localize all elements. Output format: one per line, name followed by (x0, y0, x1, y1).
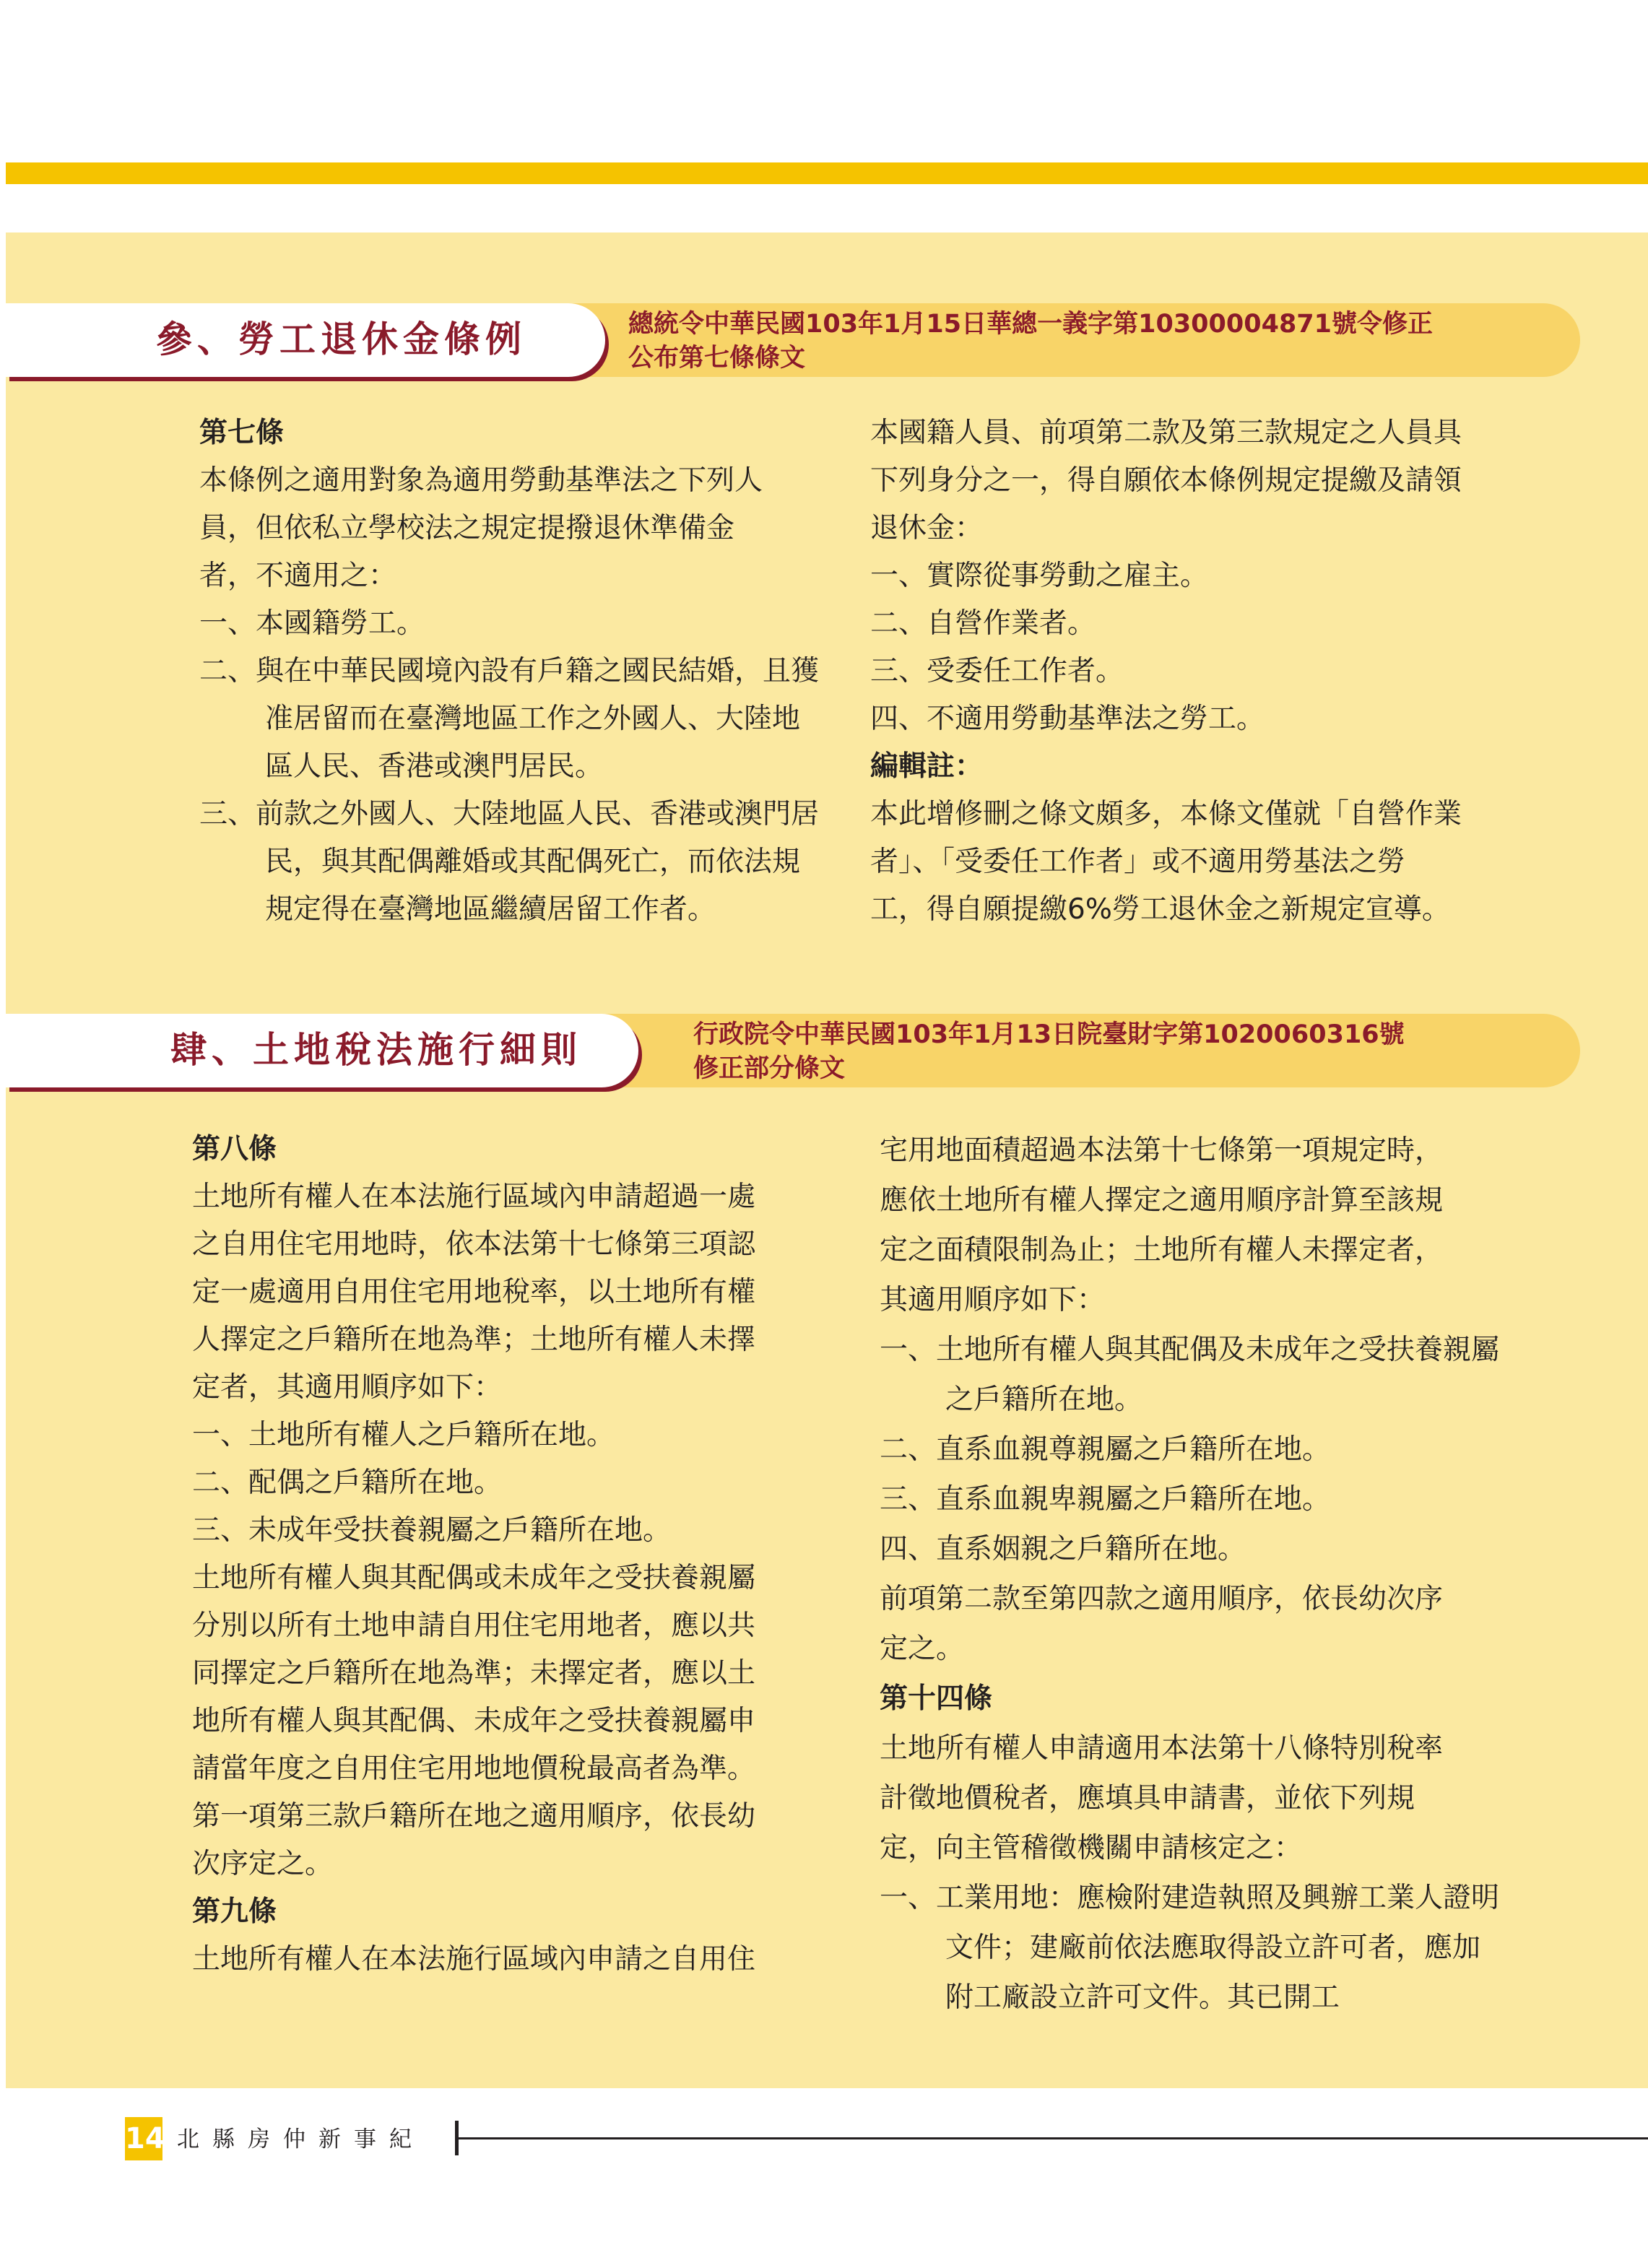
section3-note: 總統令中華民國103年1月15日華總一義字第10300004871號令修正 公布第七條條文 (628, 310, 1434, 373)
text-line: 者，不適用之： (199, 560, 397, 592)
text-line: 二、直系血親尊親屬之戶籍所在地。 (880, 1433, 1331, 1466)
list-item: 一、土地所有權人與其配偶及未成年之受扶養親屬之戶籍所在地。 (880, 1334, 1500, 1416)
text-line: 第一項第三款戶籍所在地之適用順序，依長幼 (192, 1800, 756, 1833)
section4-note: 行政院令中華民國103年1月13日院臺財字第1020060316號 修正部分條文 (693, 1020, 1405, 1083)
text-line: 計徵地價稅者，應填具申請書，並依下列規 (880, 1782, 1415, 1815)
text-line: 定者，其適用順序如下： (192, 1371, 503, 1404)
text-line: 定之。 (880, 1633, 965, 1665)
text-line: 員，但依私立學校法之規定提撥退休準備金 (199, 512, 735, 544)
article-heading: 第八條 (192, 1133, 277, 1165)
text-line: 退休金： (870, 512, 984, 544)
text-line: 土地所有權人申請適用本法第十八條特別稅率 (880, 1732, 1444, 1765)
text-line: 者」、「受委任工作者」或不適用勞基法之勞 (870, 846, 1406, 878)
section3-right-column (870, 409, 1520, 934)
text-line: 本此增修刪之條文頗多，本條文僅就「自營作業 (870, 798, 1462, 830)
text-line: 本條例之適用對象為適用勞動基準法之下列人 (199, 464, 763, 497)
section3-header (6, 303, 1580, 377)
list-item: 二、與在中華民國境內設有戶籍之國民結婚，且獲准居留而在臺灣地區工作之外國人、大陸地區人民、香港或澳門居民。 (199, 655, 820, 783)
text-line: 三、直系血親卑親屬之戶籍所在地。 (880, 1483, 1331, 1516)
article-heading: 第九條 (192, 1895, 277, 1928)
text-line: 本國籍人員、前項第二款及第三款規定之人員具 (870, 417, 1462, 449)
footer-rule (458, 2137, 1648, 2139)
text-line: 二、自營作業者。 (870, 607, 1096, 640)
text-line: 之自用住宅用地時，依本法第十七條第三項認 (192, 1228, 756, 1261)
text-line: 其適用順序如下： (880, 1284, 1106, 1316)
article-heading: 編輯註： (870, 750, 984, 783)
text-line: 定一處適用自用住宅用地稅率，以土地所有權 (192, 1276, 756, 1308)
text-line: 次序定之。 (192, 1848, 334, 1880)
text-line: 土地所有權人與其配偶或未成年之受扶養親屬 (192, 1562, 756, 1594)
page-number: 14 (125, 2117, 162, 2160)
section4-left-column (192, 1126, 820, 1984)
article-heading: 第七條 (199, 417, 285, 449)
magazine-title: 北縣房仲新事紀 (177, 2126, 425, 2152)
text-line: 土地所有權人在本法施行區域內申請超過一處 (192, 1181, 756, 1213)
text-line: 人擇定之戶籍所在地為準；土地所有權人未擇 (192, 1324, 756, 1356)
article-heading: 第十四條 (880, 1682, 993, 1715)
text-line: 定，向主管稽徵機關申請核定之： (880, 1832, 1303, 1864)
section3-left-column (199, 409, 825, 934)
text-line: 四、直系姻親之戶籍所在地。 (880, 1533, 1246, 1565)
text-line: 前項第二款至第四款之適用順序，依長幼次序 (880, 1583, 1444, 1615)
top-accent-bar (6, 162, 1648, 184)
section4-right-column (880, 1126, 1501, 2022)
text-line: 分別以所有土地申請自用住宅用地者，應以共 (192, 1609, 756, 1642)
text-line: 二、配偶之戶籍所在地。 (192, 1467, 503, 1499)
text-line: 三、受委任工作者。 (870, 655, 1124, 687)
section3-title: 參、勞工退休金條例 (156, 318, 526, 360)
text-line: 地所有權人與其配偶、未成年之受扶養親屬申 (192, 1705, 756, 1737)
list-item: 一、工業用地：應檢附建造執照及興辦工業人證明文件；建廠前依法應取得設立許可者，應加附工廠設立許可文件。其已開工 (880, 1882, 1500, 2014)
list-item: 三、前款之外國人、大陸地區人民、香港或澳門居民，與其配偶離婚或其配偶死亡，而依法規規定得在臺灣地區繼續居留工作者。 (199, 798, 820, 926)
text-line: 一、土地所有權人之戶籍所在地。 (192, 1419, 615, 1451)
section4-title: 肆、土地稅法施行細則 (170, 1029, 582, 1071)
text-line: 一、實際從事勞動之雇主。 (870, 560, 1209, 592)
text-line: 定之面積限制為止；土地所有權人未擇定者， (880, 1234, 1444, 1266)
text-line: 工，得自願提繳6%勞工退休金之新規定宣導。 (870, 893, 1450, 926)
text-line: 同擇定之戶籍所在地為準；未擇定者，應以土 (192, 1657, 756, 1690)
text-line: 一、本國籍勞工。 (199, 607, 425, 640)
text-line: 下列身分之一，得自願依本條例規定提繳及請領 (870, 464, 1462, 497)
text-line: 土地所有權人在本法施行區域內申請之自用住 (192, 1943, 756, 1976)
text-line: 應依土地所有權人擇定之適用順序計算至該規 (880, 1184, 1444, 1217)
text-line: 宅用地面積超過本法第十七條第一項規定時， (880, 1134, 1444, 1167)
text-line: 請當年度之自用住宅用地地價稅最高者為準。 (192, 1752, 756, 1785)
text-line: 三、未成年受扶養親屬之戶籍所在地。 (192, 1514, 672, 1547)
section4-header (6, 1014, 1580, 1087)
text-line: 四、不適用勞動基準法之勞工。 (870, 703, 1265, 735)
